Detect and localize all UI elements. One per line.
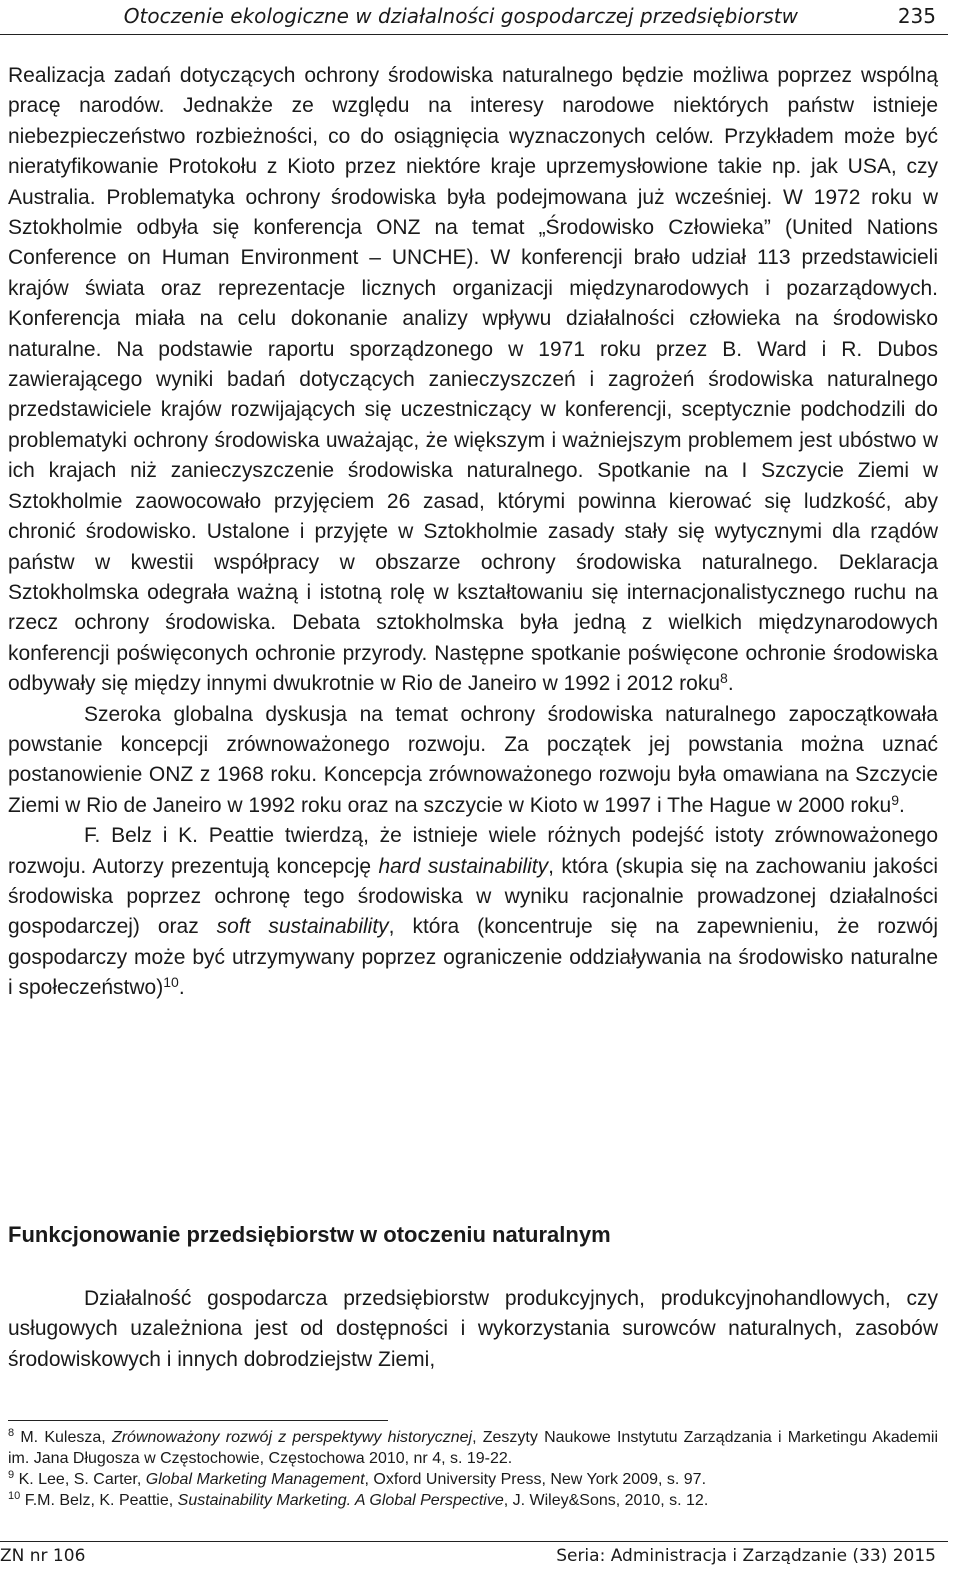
section-body (8, 1284, 938, 1375)
paragraph-2 (8, 700, 938, 822)
footnotes (8, 1427, 938, 1511)
footnote-authors: M. Kulesza, (14, 1429, 112, 1446)
footnote-number: 9 (8, 1469, 15, 1481)
footnote-title: Global Marketing Management (145, 1471, 365, 1488)
journal-series: Seria: Administracja i Zarządzanie (33) 2015 (556, 1546, 936, 1566)
term-soft-sustainability: soft sustainability (216, 915, 389, 939)
journal-issue: ZN nr 106 (0, 1546, 86, 1566)
paragraph-3 (8, 821, 938, 1003)
running-header (0, 0, 948, 35)
page-footer (0, 1541, 948, 1596)
footnote-separator (8, 1420, 388, 1421)
page-number: 235 (897, 4, 936, 28)
paragraph-3-text-a: F. Belz i K. Peattie twierdzą, że istnieje wiele różnych podejść istoty zrównoważonego rozwoju. Autorzy prezentują koncepcję (8, 824, 938, 878)
paragraph-1 (8, 61, 938, 700)
paragraph-3-text-b: , która (skupia się na zachowaniu jakości środowiska poprzez ochronę tego środowiska w wyniku racjonalnie prowadzonej działalności gospodarczej) oraz (8, 854, 938, 939)
paragraph-1-end: . (727, 672, 734, 696)
paragraph-3-end: . (178, 976, 185, 1000)
footnote-title: Zrównoważony rozwój z perspektywy historycznej (111, 1429, 473, 1446)
footnote-10 (8, 1490, 938, 1511)
paragraph-2-end: . (899, 793, 905, 817)
footnote-authors: F.M. Belz, K. Peattie, (20, 1492, 178, 1509)
footnote-title: Sustainability Marketing. A Global Perspective (177, 1492, 504, 1509)
footnote-number: 10 (8, 1490, 21, 1502)
footnote-authors: K. Lee, S. Carter, (14, 1471, 146, 1488)
footnote-details: , Zeszyty Naukowe Instytutu Zarządzania i Marketingu Akademii im. Jana Długosza w Częstochowie, Częstochowa 2010, nr 4, s. 19-22. (8, 1429, 939, 1467)
footnote-ref-9: 9 (891, 791, 900, 808)
footnote-ref-8: 8 (720, 670, 728, 687)
footnote-8 (8, 1427, 938, 1469)
footnote-details: , Oxford University Press, New York 2009, s. 97. (364, 1471, 707, 1488)
paragraph-3-text-c: , która (koncentruje się na zapewnieniu, że rozwój gospodarczy może być utrzymywany poprzez ograniczenie oddziaływania na środowisko naturalne i społeczeństwo) (8, 915, 938, 1000)
section-heading: Funkcjonowanie przedsiębiorstw w otoczeniu naturalnym (8, 1222, 611, 1247)
section-paragraph-1: Działalność gospodarcza przedsiębiorstw produkcyjnych, produkcyjnohandlowych, czy usługowych uzależniona jest od dostępności i wykorzystania surowców naturalnych, zasobów środowiskowych i innych dobrodziejstw Ziemi, (8, 1287, 938, 1371)
paragraph-2-text: Szeroka globalna dyskusja na temat ochrony środowiska naturalnego zapoczątkowała powstanie koncepcji zrównoważonego rozwoju. Za początek jej powstania można uznać postanowienie ONZ z 1968 roku. Koncepcja zrównoważonego rozwoju była omawiana na Szczycie Ziemi w Rio de Janeiro w 1992 roku oraz na szczycie w Kioto w 1997 i The Hague w 2000 roku (8, 702, 938, 817)
body-text (8, 61, 938, 1004)
footnote-9 (8, 1469, 938, 1490)
footnote-details: , J. Wiley&Sons, 2010, s. 12. (503, 1492, 709, 1509)
paragraph-1-text: Realizacja zadań dotyczących ochrony środowiska naturalnego będzie możliwa poprzez wspólną pracę narodów. Jednakże ze względu na interesy narodowe niektórych państw istnieje niebezpieczeństwo rozbieżności, co do osiągnięcia wyznaczonych celów. Przykładem może być nieratyfikowanie Protokołu z Kioto przez niektóre kraje uprzemysłowione takie np. jak USA, czy Australia. Problematyka ochrony środowiska była podejmowana już wcześniej. W 1972 roku w Sztokholmie odbyła się konferencja ONZ na temat „Środowisko Człowieka” (United Nations Conference on Human Environment – UNCHE). W konferencji brało udział 113 przedstawicieli krajów świata oraz reprezentacje licznych organizacji międzynarodowych i pozarządowych. Konferencja miała na celu dokonanie analizy wpływu działalności człowieka na środowisko naturalne. Na podstawie raportu sporządzonego w 1971 roku przez B. Ward i R. Dubos zawierającego wyniki badań dotyczących zanieczyszczeń i zagrożeń środowiska naturalnego przedstawiciele krajów rozwijających się uczestniczący w konferencji, sceptycznie podchodzili do problematyki ochrony środowiska uważając, że większym i ważniejszym problemem jest ubóstwo w ich krajach niż zanieczyszczenie środowiska naturalnego. Spotkanie na I Szczycie Ziemi w Sztokholmie zaowocowało przyjęciem 26 zasad, którymi powinna kierować się ludzkość, aby chronić środowisko. Ustalone i przyjęte w Sztokholmie zasady stały się wytycznymi dla rządów państw w kwestii współpracy w obszarze ochrony środowiska naturalnego. Deklaracja Sztokholmska odegrała ważną i istotną rolę w kształtowaniu się internacjonalistycznego ruchu na rzecz ochrony środowiska. Debata sztokholmska była jedną z wielkich międzynarodowych konferencji poświęconych ochronie przyrody. Następne spotkanie poświęcone ochronie środowiska odbywały się między innymi dwukrotnie w Rio de Janeiro w 1992 i 2012 roku (8, 64, 938, 696)
running-title: Otoczenie ekologiczne w działalności gospodarczej przedsiębiorstw (123, 4, 798, 28)
footnote-number: 8 (8, 1427, 15, 1439)
footnote-ref-10: 10 (163, 974, 179, 991)
term-hard-sustainability: hard sustainability (378, 854, 549, 878)
